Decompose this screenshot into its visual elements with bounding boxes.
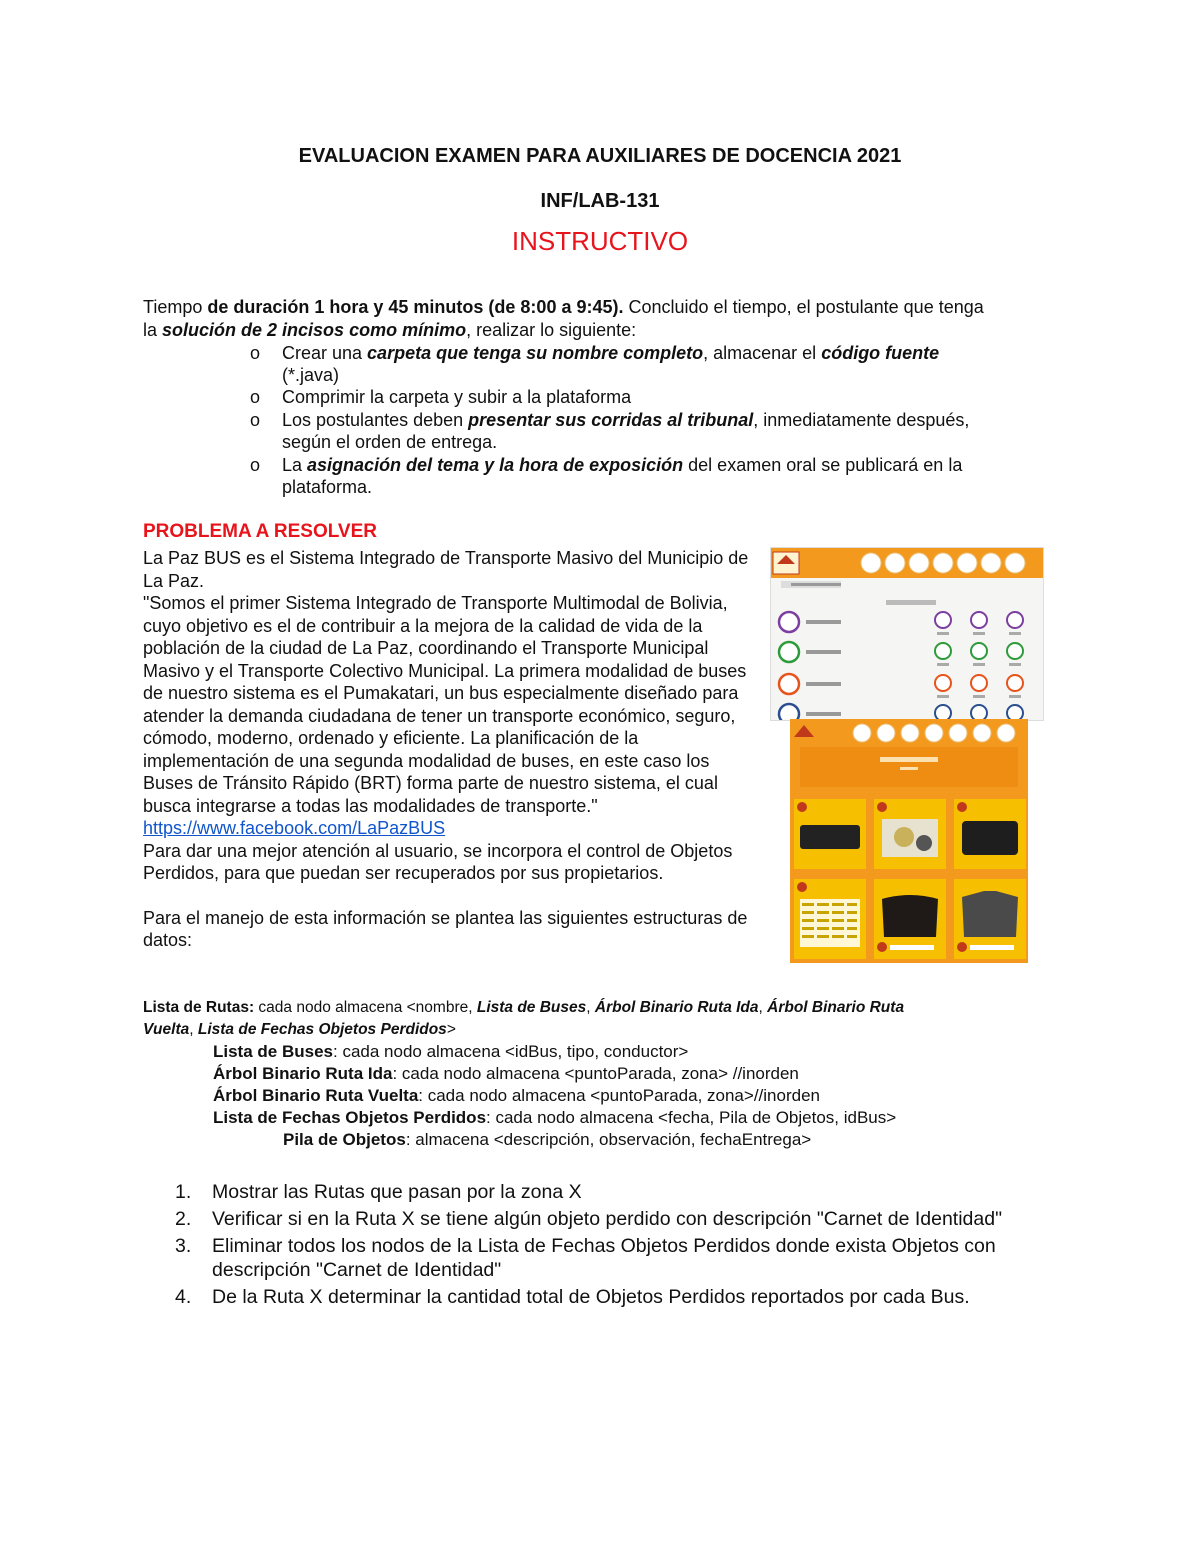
lost-objects-screenshot-graphic — [790, 719, 1028, 963]
problem-paragraph-2: "Somos el primer Sistema Integrado de Transporte Multimodal de Bolivia, cuyo objetivo es el de contribuir a la mejora de la calidad de vida de la población de la ciudad de La Paz, coordinando el Transporte Municipal Masivo y el Transporte Colectivo Municipal. La primera modalidad de buses de nuestro sistema es el Pumakatari, un bus especialmente diseñado para atender la demanda ciudadana de tener un transporte económico, seguro, cómodo, moderno, ordenado y eficiente. La planificación de la implementación de una segunda modalidad de buses, en este caso los Buses de Tránsito Rápido (BRT) forma parte de nuestro sistema, el cual busca integrarse a todas las modalidades de transporte." https://www.facebook.com/LaPazBUS — [143, 593, 747, 838]
intro-line-1: Tiempo de duración 1 hora y 45 minutos (de 8:00 a 9:45). Concluido el tiempo, el postulante que tenga — [143, 297, 984, 317]
data-structures — [143, 997, 1023, 1151]
structure-lista-rutas: Lista de Rutas: cada nodo almacena <nombre, Lista de Buses, Árbol Binario Ruta Ida, Árbol Binario Ruta — [143, 999, 905, 1016]
problem-paragraph-4: Para el manejo de esta información se plantea las siguientes estructuras de datos: — [143, 907, 748, 950]
app-screenshot-routes — [770, 547, 1044, 721]
question-item: 1. Mostrar las Rutas que pasan por la zona X — [175, 1181, 582, 1203]
course-code: INF/LAB-131 — [540, 190, 660, 212]
questions-list — [175, 1180, 1075, 1312]
document-title: EVALUACION EXAMEN PARA AUXILIARES DE DOCENCIA 2021 — [298, 145, 902, 167]
problem-paragraph-3: Para dar una mejor atención al usuario, se incorpora el control de Objetos Perdidos, para que puedan ser recuperados por sus propietarios. — [143, 840, 733, 883]
question-item: 2. Verificar si en la Ruta X se tiene algún objeto perdido con descripción "Carnet de Identidad" — [175, 1208, 1002, 1230]
bullet-marker: o — [250, 343, 261, 363]
structure-lista-rutas-cont: Vuelta, Lista de Fechas Objetos Perdidos> — [143, 1021, 456, 1038]
intro-line-2: la solución de 2 incisos como mínimo, realizar lo siguiente: — [143, 320, 637, 340]
question-item: 3. Eliminar todos los nodos de la Lista de Fechas Objetos Perdidos donde exista Objetos con descripción "Carnet de Identidad" — [175, 1235, 996, 1281]
question-item: 4. De la Ruta X determinar la cantidad total de Objetos Perdidos reportados por cada Bus. — [175, 1286, 970, 1308]
structure-lista-buses: Lista de Buses: cada nodo almacena <idBus, tipo, conductor> — [213, 1042, 689, 1061]
structure-arbol-vuelta: Árbol Binario Ruta Vuelta: cada nodo almacena <puntoParada, zona>//inorden — [213, 1086, 820, 1105]
structure-arbol-ida: Árbol Binario Ruta Ida: cada nodo almacena <puntoParada, zona> //inorden — [213, 1064, 799, 1083]
facebook-link[interactable]: https://www.facebook.com/LaPazBUS — [143, 818, 446, 838]
problem-heading: PROBLEMA A RESOLVER — [143, 521, 377, 542]
problem-paragraph-1: La Paz BUS es el Sistema Integrado de Transporte Masivo del Municipio de La Paz. — [143, 548, 749, 591]
app-screenshot-lost-objects — [790, 719, 1028, 963]
structure-lista-fechas: Lista de Fechas Objetos Perdidos: cada nodo almacena <fecha, Pila de Objetos, idBus> — [213, 1108, 897, 1127]
instructivo-heading: INSTRUCTIVO — [511, 226, 689, 256]
bullet-marker: o — [250, 455, 261, 475]
structure-pila-objetos: Pila de Objetos: almacena <descripción, observación, fechaEntrega> — [283, 1130, 812, 1149]
routes-screenshot-graphic — [771, 548, 1043, 720]
bullet-marker: o — [250, 410, 261, 430]
bullet-marker: o — [250, 387, 261, 407]
problem-text — [143, 547, 763, 952]
